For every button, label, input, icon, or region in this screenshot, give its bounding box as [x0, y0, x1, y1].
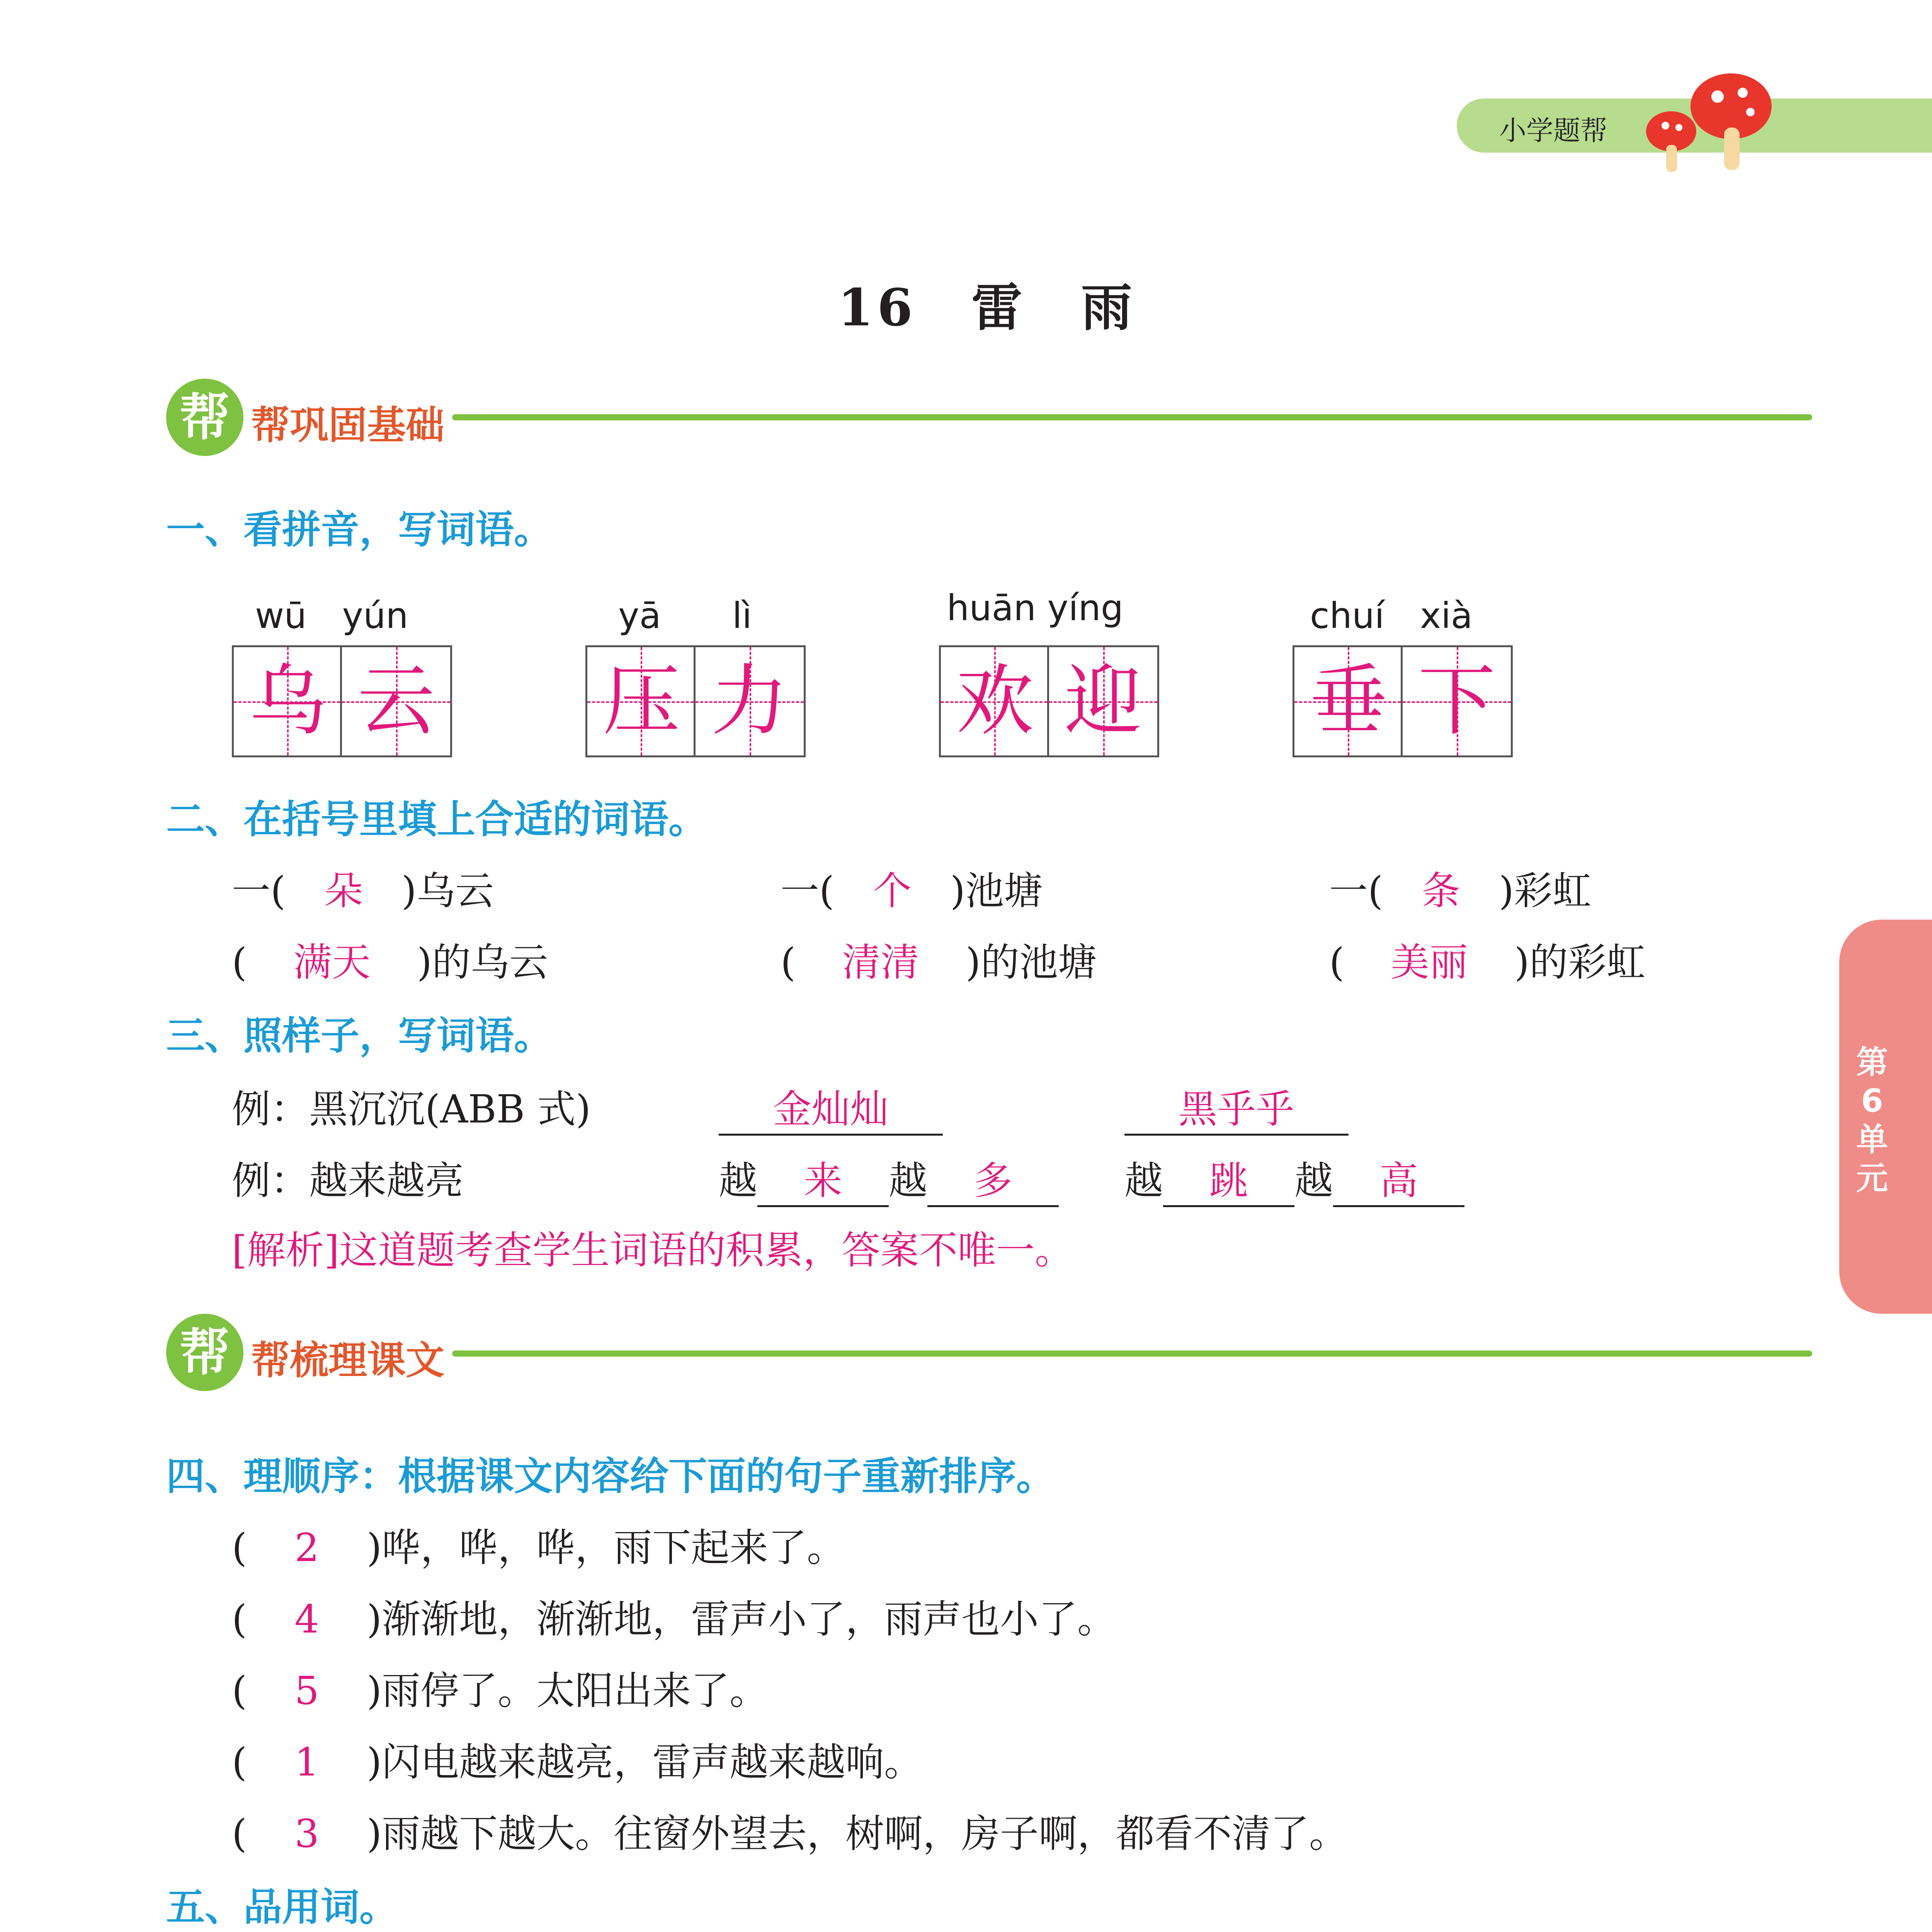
- char-grid: [585, 645, 806, 757]
- q2-item: 一( 朵 )乌云: [232, 868, 494, 913]
- q4-item: ( 3 )雨越下越大。往窗外望去，树啊，房子啊，都看不清了。: [232, 1811, 1348, 1856]
- q3-example-abb: 例：黑沉沉(ABB 式): [232, 1087, 591, 1132]
- q5-heading: 五、品用词。: [166, 1884, 398, 1930]
- section-sort-title: 帮梳理课文: [251, 1338, 444, 1383]
- bang-icon: 帮: [166, 379, 243, 456]
- q1-heading: 一、看拼音，写词语。: [166, 507, 553, 552]
- char-grid: [939, 645, 1159, 757]
- mushroom-icon: [1634, 70, 1774, 178]
- pinyin: chuí xià: [1310, 595, 1473, 636]
- char-answer: 压: [602, 656, 680, 746]
- bang-icon: 帮: [166, 1314, 243, 1391]
- q2-heading: 二、在括号里填上合适的词语。: [166, 797, 707, 842]
- char-answer: 垂: [1310, 656, 1387, 746]
- char-grid: [1293, 645, 1513, 757]
- q4-item: ( 5 )雨停了。太阳出来了。: [232, 1668, 769, 1713]
- section-divider: [452, 1350, 1812, 1357]
- q3-answer: 越 来 越 多: [719, 1150, 1059, 1207]
- pinyin: yā lì: [618, 595, 752, 636]
- q4-item: ( 1 )闪电越来越亮，雷声越来越响。: [232, 1740, 923, 1785]
- char-answer: 欢: [956, 656, 1034, 746]
- char-answer: 迎: [1064, 656, 1142, 746]
- pinyin: wū yún: [255, 595, 408, 636]
- q2-item: 一( 条 )彩虹: [1329, 868, 1592, 913]
- char-answer: 下: [1418, 656, 1495, 746]
- brand-label: 小学题帮: [1499, 115, 1607, 146]
- q3-answer: 越 跳 越 高: [1124, 1150, 1464, 1207]
- q4-item: ( 2 )哗，哗，哗，雨下起来了。: [232, 1525, 846, 1570]
- q3-heading: 三、照样子，写词语。: [166, 1013, 553, 1058]
- q2-item: 一( 个 )池塘: [781, 868, 1043, 913]
- q3-analysis: [解析]这道题考查学生词语的积累，答案不唯一。: [232, 1228, 1074, 1273]
- section-consolidate-title: 帮巩固基础: [251, 403, 444, 448]
- q3-answer: 黑乎乎: [1124, 1078, 1349, 1136]
- q2-item: ( 满天 )的乌云: [232, 940, 548, 985]
- q2-item: ( 清清 )的池塘: [781, 940, 1097, 985]
- q3-answer: 金灿灿: [719, 1078, 943, 1136]
- q4-heading: 四、理顺序：根据课文内容给下面的句子重新排序。: [166, 1454, 1055, 1499]
- pinyin: huān yíng: [947, 587, 1124, 629]
- char-answer: 乌: [249, 656, 327, 746]
- unit-label: 第6单元: [1856, 1044, 1888, 1197]
- char-grid: [232, 645, 452, 757]
- q2-item: ( 美丽 )的彩虹: [1329, 940, 1646, 985]
- char-answer: 云: [357, 656, 435, 746]
- q4-item: ( 4 )渐渐地，渐渐地，雷声小了，雨声也小了。: [232, 1597, 1116, 1642]
- char-answer: 力: [711, 656, 788, 746]
- section-divider: [452, 414, 1812, 420]
- q3-example-yue: 例：越来越亮: [232, 1158, 464, 1203]
- page-title: 16 雷 雨: [838, 278, 1136, 338]
